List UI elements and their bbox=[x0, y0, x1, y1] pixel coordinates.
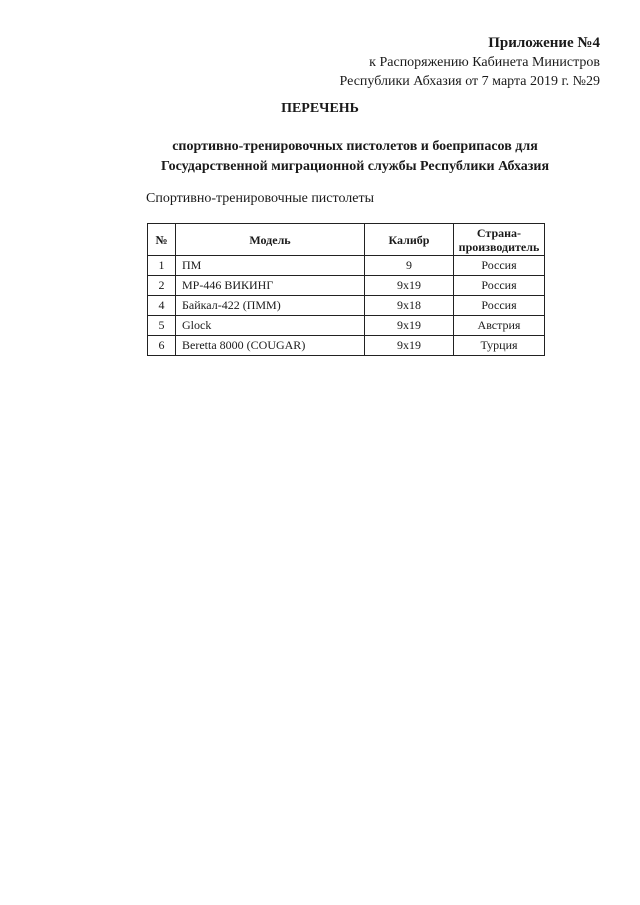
annex-header bbox=[340, 34, 600, 91]
cell-country: Австрия bbox=[454, 316, 545, 336]
cell-country: Россия bbox=[454, 256, 545, 276]
table-row bbox=[148, 276, 545, 296]
header-country-line-1: Страна- bbox=[476, 225, 522, 240]
table-row bbox=[148, 296, 545, 316]
cell-model: ПМ bbox=[176, 256, 365, 276]
header-country-line-2: производитель bbox=[458, 239, 540, 254]
cell-country: Россия bbox=[454, 276, 545, 296]
annex-title: Приложение №4 bbox=[488, 35, 600, 51]
cell-model: Beretta 8000 (COUGAR) bbox=[176, 336, 365, 356]
annex-line-2: Республики Абхазия от 7 марта 2019 г. №29 bbox=[339, 74, 600, 89]
cell-country: Турция bbox=[454, 336, 545, 356]
table-row bbox=[148, 316, 545, 336]
cell-caliber: 9x19 bbox=[365, 276, 454, 296]
cell-caliber: 9x19 bbox=[365, 316, 454, 336]
cell-caliber: 9 bbox=[365, 256, 454, 276]
cell-model: Glock bbox=[176, 316, 365, 336]
cell-no: 2 bbox=[148, 276, 176, 296]
table-row bbox=[148, 256, 545, 276]
cell-country: Россия bbox=[454, 296, 545, 316]
cell-model: Байкал-422 (ПММ) bbox=[176, 296, 365, 316]
cell-caliber: 9x19 bbox=[365, 336, 454, 356]
cell-no: 6 bbox=[148, 336, 176, 356]
header-model: Модель bbox=[176, 224, 365, 256]
document-title: ПЕРЕЧЕНЬ bbox=[281, 101, 359, 116]
subtitle-line-1: спортивно-тренировочных пистолетов и боеприпасов для bbox=[172, 139, 538, 154]
header-no: № bbox=[148, 224, 176, 256]
header-country bbox=[454, 224, 545, 256]
cell-no: 4 bbox=[148, 296, 176, 316]
cell-no: 1 bbox=[148, 256, 176, 276]
table-row bbox=[148, 336, 545, 356]
pistols-table bbox=[147, 223, 545, 356]
cell-no: 5 bbox=[148, 316, 176, 336]
section-heading: Спортивно-тренировочные пистолеты bbox=[146, 191, 374, 206]
table-header-row bbox=[148, 224, 545, 256]
document-subtitle bbox=[0, 137, 640, 177]
header-caliber: Калибр bbox=[365, 224, 454, 256]
subtitle-line-2: Государственной миграционной службы Республики Абхазия bbox=[160, 159, 550, 174]
annex-line-1: к Распоряжению Кабинета Министров bbox=[369, 55, 600, 70]
cell-model: МР-446 ВИКИНГ bbox=[176, 276, 365, 296]
cell-caliber: 9x18 bbox=[365, 296, 454, 316]
